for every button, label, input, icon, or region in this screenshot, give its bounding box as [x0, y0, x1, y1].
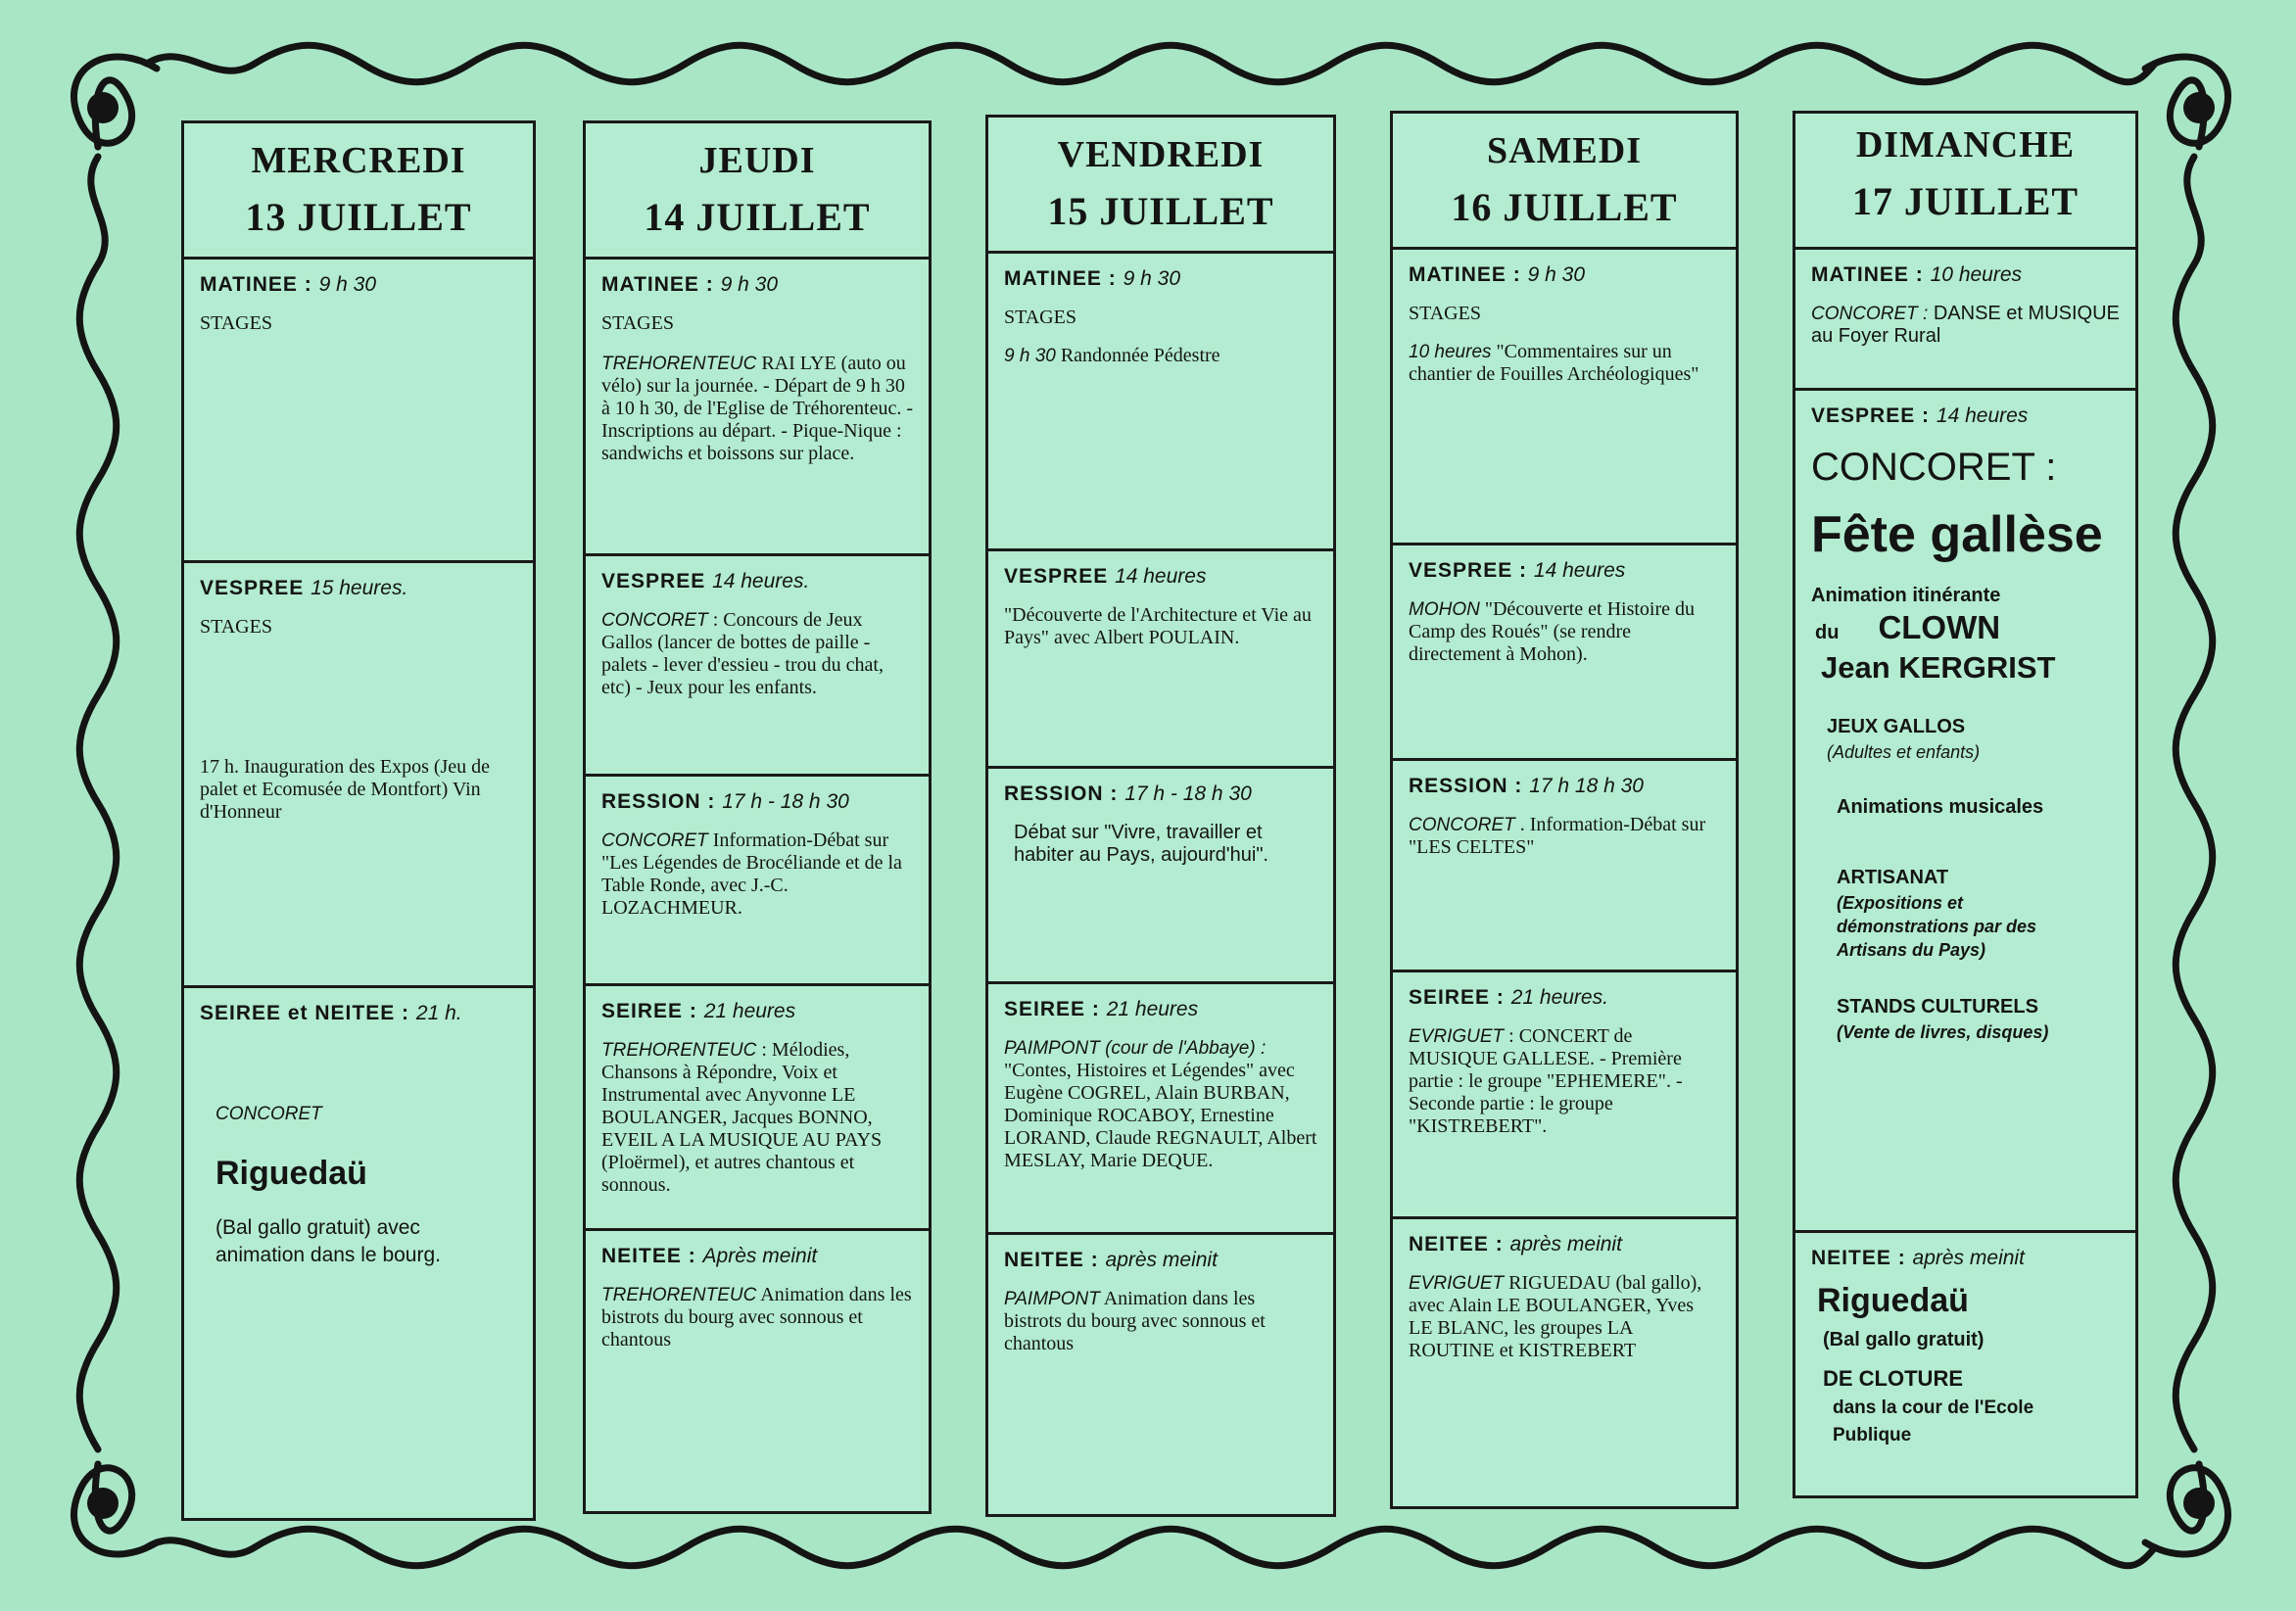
event-place: CONCORET — [601, 610, 708, 631]
section-time: 9 h 30 — [318, 273, 377, 296]
section-text: STAGES — [1409, 303, 1481, 324]
day-name: DIMANCHE — [1855, 124, 2076, 166]
section-time: 15 heures. — [311, 577, 408, 599]
event-place: TREHORENTEUC — [601, 354, 757, 374]
stands-sub: (Vente de livres, disques) — [1837, 1022, 2049, 1042]
day-column-mercredi — [181, 120, 536, 1521]
section-time: 21 heures — [1106, 998, 1199, 1020]
section-title: NEITEE — [1409, 1233, 1489, 1256]
day-date: 13 JUILLET — [245, 195, 472, 239]
section-title: VESPREE — [1409, 559, 1513, 582]
vespree-section: VESPREE : 14 heures CONCORET : Fête gallèse Animation itinérante du CLOWN Jean KERGRIST JEUX GALLOS (Adultes et enfants) Animations musicales ARTISANAT (Expositions et démonstrations par des Artisans du Pays) STANDS CULTURELS (Vente de livres, disques) — [1795, 388, 2135, 1230]
section-text: "Contes, Histoires et Légendes" avec Eugène COGREL, Alain BURBAN, Dominique ROCABOY, Ernestine LORAND, Claude REGNAULT, Albert MESLAY, Marie DEQUE. — [1004, 1060, 1317, 1171]
matinee-section: MATINEE : 10 heures CONCORET : DANSE et MUSIQUE au Foyer Rural — [1795, 247, 2135, 388]
vespree-section: VESPREE : 14 heures MOHON "Découverte et Histoire du Camp des Roués" (se rendre directement à Mohon). — [1393, 543, 1736, 758]
event-place: CONCORET — [601, 830, 708, 851]
section-title: MATINEE — [601, 273, 699, 296]
section-title: SEIREE — [1004, 998, 1086, 1020]
event-place: EVRIGUET — [1409, 1026, 1505, 1047]
section-time: 17 h - 18 h 30 — [1124, 782, 1252, 805]
event-place: CONCORET : — [1811, 446, 2057, 489]
musique-label: Animations musicales — [1837, 796, 2044, 818]
day-header — [1795, 114, 2135, 224]
day-header — [988, 118, 1333, 234]
section-text-2: "Commentaires sur un chantier de Fouilles Archéologiques" — [1409, 341, 1699, 385]
animation-du: du — [1815, 622, 1840, 643]
seiree-section: SEIREE : 21 heures PAIMPONT (cour de l'Abbaye) : "Contes, Histoires et Légendes" avec Eugène COGREL, Alain BURBAN, Dominique ROCABOY, Ernestine LORAND, Claude REGNAULT, Albert MESLAY, Marie DEQUE. — [988, 981, 1333, 1232]
artisanat-sub: (Expositions et démonstrations par des Artisans du Pays) — [1837, 893, 2037, 960]
seiree-section: SEIREE et NEITEE : 21 h. CONCORET Riguedaü (Bal gallo gratuit) avec animation dans le bourg. — [184, 985, 533, 1521]
jeux-label: JEUX GALLOS — [1827, 716, 1966, 737]
section-time: 9 h 30 — [720, 273, 779, 296]
section-title: NEITEE — [601, 1245, 682, 1267]
event-description: (Bal gallo gratuit) avec animation dans le bourg. — [215, 1216, 441, 1266]
event-name: Riguedaü — [1817, 1282, 1969, 1319]
day-name: SAMEDI — [1486, 130, 1643, 171]
animation-line: Animation itinérante — [1811, 585, 2001, 606]
section-text: Débat sur "Vivre, travailler et habiter au Pays, aujourd'hui". — [1014, 822, 1268, 866]
section-text: Information-Débat sur "Les Légendes de Brocéliande et de la Table Ronde, avec J.-C. LOZACHMEUR. — [601, 829, 902, 919]
matinee-section: MATINEE : 9 h 30 STAGES — [184, 257, 533, 560]
section-text: STAGES — [200, 312, 272, 334]
section-title: VESPREE — [1811, 404, 1916, 427]
event-place: PAIMPONT — [1004, 1289, 1100, 1309]
section-time: 9 h 30 — [1123, 267, 1181, 290]
section-text: Animation dans les bistrots du bourg avec sonnous et chantous — [601, 1284, 912, 1350]
day-name: JEUDI — [698, 140, 816, 181]
vespree-section: VESPREE 14 heures. CONCORET : Concours de Jeux Gallos (lancer de bottes de paille - palets - lever d'essieu - trou du chat, etc) - Jeux pour les enfants. — [586, 553, 929, 774]
event-place: EVRIGUET — [1409, 1273, 1505, 1294]
section-text-2: 17 h. Inauguration des Expos (Jeu de palet et Ecomusée de Montfort) Vin d'Honneur — [200, 756, 491, 823]
event-place: TREHORENTEUC — [601, 1285, 757, 1305]
neitee-section: NEITEE : Après meinit TREHORENTEUC Animation dans les bistrots du bourg avec sonnous et chantous — [586, 1228, 929, 1514]
event-place: PAIMPONT (cour de l'Abbaye) : — [1004, 1038, 1267, 1059]
section-title: VESPREE — [601, 570, 706, 592]
cloture-sub: dans la cour de l'Ecole Publique — [1833, 1398, 2034, 1445]
day-date: 14 JUILLET — [644, 195, 871, 239]
section-title: RESSION — [601, 790, 701, 813]
section-time: 9 h 30 — [1527, 263, 1586, 286]
section-time: après meinit — [1105, 1249, 1218, 1271]
event-place: MOHON — [1409, 599, 1480, 620]
day-name: VENDREDI — [1057, 134, 1265, 175]
section-time: 14 heures — [1936, 404, 2029, 427]
event-time: 10 heures — [1409, 342, 1492, 362]
day-date: 16 JUILLET — [1451, 185, 1678, 229]
stands-label: STANDS CULTURELS — [1837, 996, 2038, 1018]
section-title: MATINEE — [1811, 263, 1909, 286]
section-time: 21 h. — [415, 1002, 462, 1024]
section-title: NEITEE — [1004, 1249, 1084, 1271]
clown-label: CLOWN — [1878, 609, 2001, 645]
vespree-section — [988, 548, 1333, 766]
event-sub: (Bal gallo gratuit) — [1823, 1329, 1985, 1350]
section-title: RESSION — [1004, 782, 1104, 805]
event-place: CONCORET : — [1811, 304, 1929, 324]
section-text: "Découverte de l'Architecture et Vie au Pays" avec Albert POULAIN. — [1004, 604, 1312, 648]
section-text: RIGUEDAU (bal gallo), avec Alain LE BOULANGER, Yves LE BLANC, les groupes LA ROUTINE et KISTREBERT — [1409, 1272, 1702, 1361]
neitee-section: NEITEE : après meinit EVRIGUET RIGUEDAU (bal gallo), avec Alain LE BOULANGER, Yves LE BLANC, les groupes LA ROUTINE et KISTREBERT — [1393, 1216, 1736, 1509]
section-title: RESSION — [1409, 775, 1508, 797]
neitee-section: NEITEE : après meinit Riguedaü (Bal gallo gratuit) DE CLOTURE dans la cour de l'Ecole Publique — [1795, 1230, 2135, 1498]
event-place: CONCORET — [215, 1104, 322, 1124]
section-time: 14 heures — [1533, 559, 1626, 582]
event-place: TREHORENTEUC — [601, 1040, 757, 1061]
cloture-label: DE CLOTURE — [1823, 1366, 1963, 1391]
day-column-dimanche — [1793, 111, 2138, 1498]
section-time: 14 heures — [1115, 565, 1207, 588]
section-title: VESPREE — [200, 577, 305, 599]
section-text: DANSE et MUSIQUE au Foyer Rural — [1811, 303, 2120, 347]
section-title: NEITEE — [1811, 1247, 1891, 1269]
section-time: après meinit — [1912, 1247, 2025, 1269]
matinee-section: MATINEE : 9 h 30 STAGES 10 heures "Commentaires sur un chantier de Fouilles Archéologiques" — [1393, 247, 1736, 543]
vespree-section — [184, 560, 533, 985]
section-title: SEIREE et NEITEE — [200, 1002, 396, 1024]
section-time: 14 heures. — [712, 570, 810, 592]
day-date: 15 JUILLET — [1047, 189, 1274, 233]
section-time: Après meinit — [702, 1245, 818, 1267]
section-title: SEIREE — [601, 1000, 684, 1022]
day-column-jeudi — [583, 120, 932, 1514]
section-text-2: RAI LYE (auto ou vélo) sur la journée. - Départ de 9 h 30 à 10 h 30, de l'Eglise de Tréhorenteuc. - Inscriptions au départ. - Pique-Nique : sandwichs et boissons sur place. — [601, 353, 913, 464]
neitee-section: NEITEE : après meinit PAIMPONT Animation dans les bistrots du bourg avec sonnous et chantous — [988, 1232, 1333, 1517]
artisanat-label: ARTISANAT — [1837, 867, 1949, 888]
section-time: 17 h - 18 h 30 — [722, 790, 849, 813]
section-text: STAGES — [1004, 307, 1076, 328]
event-place: CONCORET — [1409, 815, 1515, 835]
day-column-vendredi — [985, 115, 1336, 1517]
section-text: Information-Débat sur "LES CELTES" — [1409, 814, 1706, 858]
section-text: Mélodies, Chansons à Répondre, Voix et Instrumental avec Anyvonne LE BOULANGER, Jacques BONNO, EVEIL A LA MUSIQUE AU PAYS (Ploërmel), et autres chantous et sonnous. — [601, 1039, 883, 1196]
section-text: Animation dans les bistrots du bourg avec sonnous et chantous — [1004, 1288, 1266, 1354]
section-title: VESPREE — [1004, 565, 1109, 588]
section-title: SEIREE — [1409, 986, 1491, 1009]
section-time: 10 heures — [1930, 263, 2023, 286]
section-text: STAGES — [200, 616, 272, 638]
section-time: 21 heures. — [1510, 986, 1608, 1009]
section-text-2: Randonnée Pédestre — [1060, 345, 1220, 366]
section-text: CONCERT de MUSIQUE GALLESE. - Première partie : le groupe "EPHEMERE". - Seconde partie : le groupe "KISTREBERT". — [1409, 1025, 1683, 1137]
section-title: MATINEE — [200, 273, 298, 296]
day-column-samedi — [1390, 111, 1739, 1509]
clown-name: Jean KERGRIST — [1821, 650, 2056, 685]
jeux-sub: (Adultes et enfants) — [1827, 742, 1981, 762]
section-title: MATINEE — [1004, 267, 1102, 290]
day-name: MERCREDI — [251, 140, 466, 181]
day-header — [1393, 114, 1736, 230]
section-time: 17 h 18 h 30 — [1529, 775, 1644, 797]
day-header — [184, 123, 533, 240]
matinee-section: MATINEE : 9 h 30 STAGES TREHORENTEUC RAI LYE (auto ou vélo) sur la journée. - Départ de 9 h 30 à 10 h 30, de l'Eglise de Tréhorenteuc. - Inscriptions au départ. - Pique-Nique : sandwichs et boissons sur place. — [586, 257, 929, 553]
section-text: Concours de Jeux Gallos (lancer de bottes de paille - palets - lever d'essieu - trou du chat, etc) - Jeux pour les enfants. — [601, 609, 884, 698]
event-name: Riguedaü — [215, 1155, 367, 1192]
seiree-section: SEIREE : 21 heures TREHORENTEUC : Mélodies, Chansons à Répondre, Voix et Instrumental avec Anyvonne LE BOULANGER, Jacques BONNO, EVEIL A LA MUSIQUE AU PAYS (Ploërmel), et autres chantous et sonnous. — [586, 983, 929, 1228]
section-title: MATINEE — [1409, 263, 1507, 286]
day-date: 17 JUILLET — [1851, 179, 2080, 223]
event-time: 9 h 30 — [1004, 346, 1056, 366]
day-header — [586, 123, 929, 240]
event-name: Fête gallèse — [1811, 506, 2103, 563]
matinee-section: MATINEE : 9 h 30 STAGES 9 h 30 Randonnée Pédestre — [988, 251, 1333, 548]
seiree-section: SEIREE : 21 heures. EVRIGUET : CONCERT de MUSIQUE GALLESE. - Première partie : le groupe "EPHEMERE". - Seconde partie : le groupe "KISTREBERT". — [1393, 970, 1736, 1216]
section-text: STAGES — [601, 312, 674, 334]
section-time: après meinit — [1509, 1233, 1622, 1256]
section-time: 21 heures — [703, 1000, 796, 1022]
ression-section: RESSION : 17 h - 18 h 30 Débat sur "Vivre, travailler et habiter au Pays, aujourd'hui". — [988, 766, 1333, 981]
ression-section: RESSION : 17 h 18 h 30 CONCORET . Information-Débat sur "LES CELTES" — [1393, 758, 1736, 970]
section-text: "Découverte et Histoire du Camp des Roués" (se rendre directement à Mohon). — [1409, 598, 1696, 665]
ression-section: RESSION : 17 h - 18 h 30 CONCORET Information-Débat sur "Les Légendes de Brocéliande et de la Table Ronde, avec J.-C. LOZACHMEUR. — [586, 774, 929, 983]
